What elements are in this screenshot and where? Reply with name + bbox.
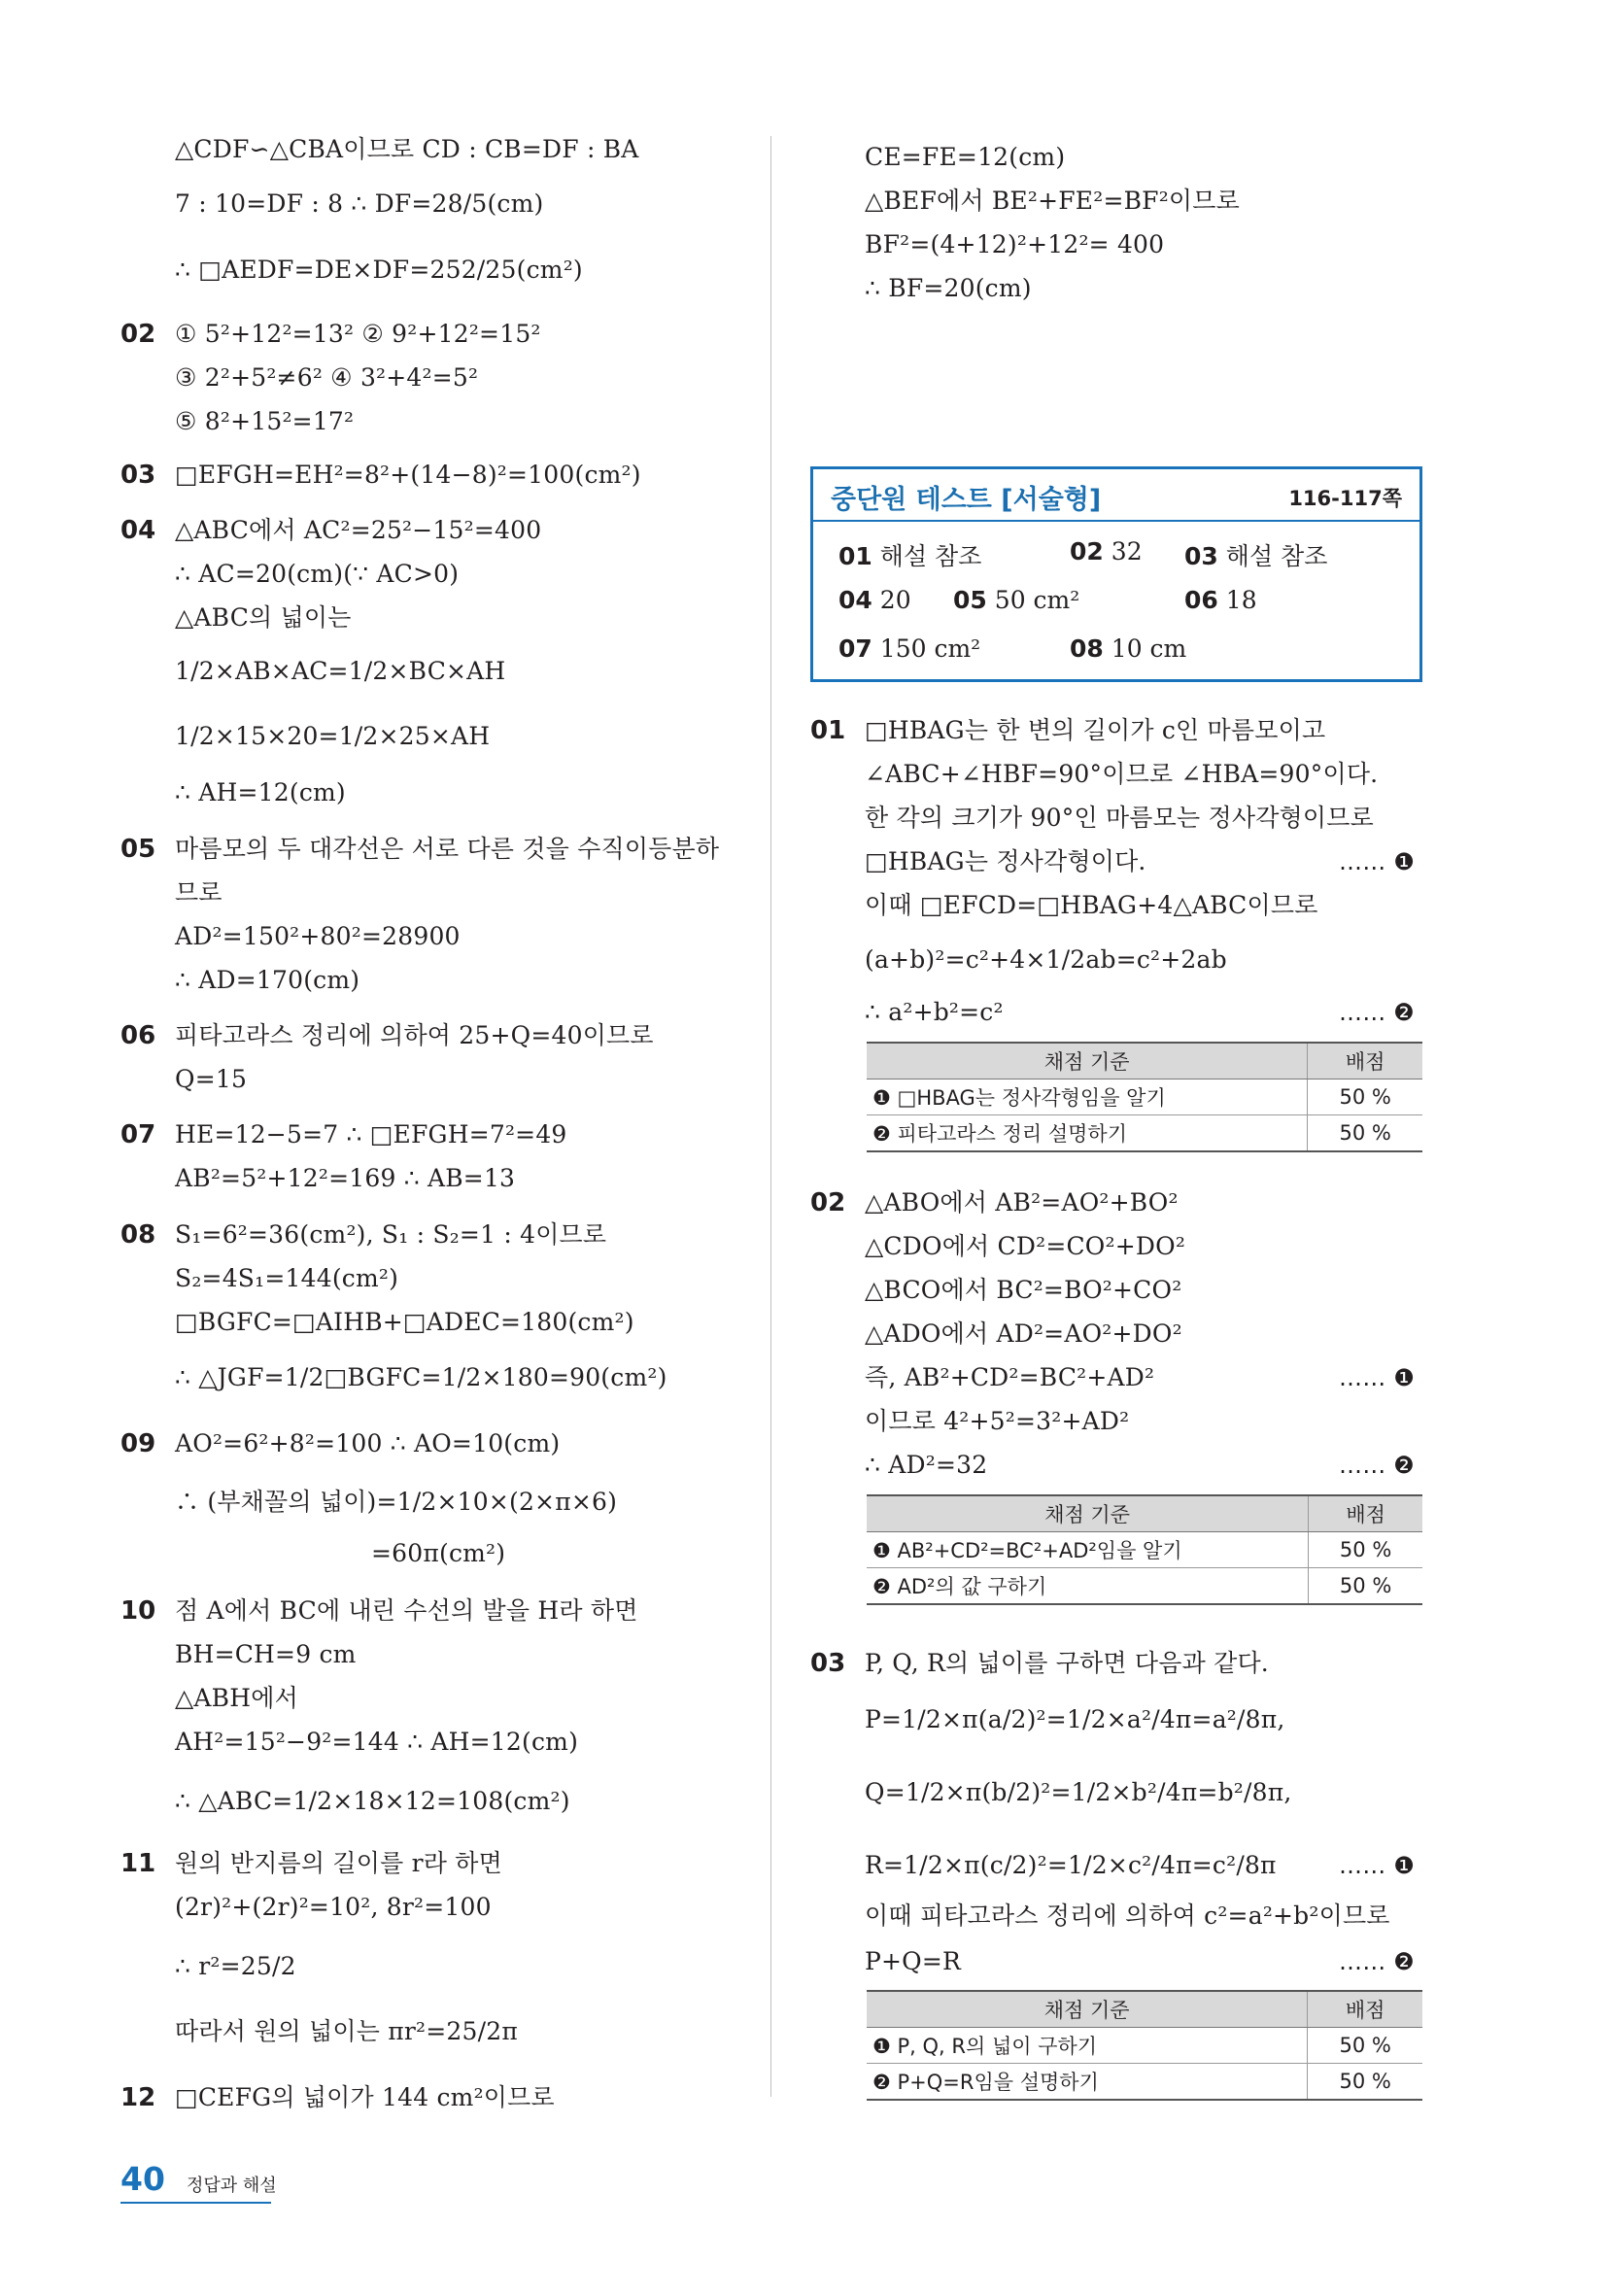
solution-line: ① 5²+12²=13² ② 9²+12²=15² bbox=[175, 320, 541, 348]
solution-line: ∴ a²+b²=c² bbox=[865, 998, 1004, 1026]
table-header: 배점 bbox=[1309, 1495, 1422, 1532]
solution-line: ∴ AH=12(cm) bbox=[175, 778, 346, 806]
solution-line: 므로 bbox=[175, 878, 222, 907]
step-marker: …… ❶ bbox=[1339, 1364, 1415, 1391]
solution-line: 7 : 10=DF : 8 ∴ DF=28/5(cm) bbox=[175, 189, 544, 218]
solution-line: 이때 피타고라스 정리에 의하여 c²=a²+b²이므로 bbox=[865, 1902, 1390, 1930]
problem-number: 02 bbox=[120, 320, 156, 349]
solution-line: 한 각의 크기가 90°인 마름모는 정사각형이므로 bbox=[865, 804, 1374, 832]
solution-line: ⑤ 8²+15²=17² bbox=[175, 407, 355, 435]
problem-number: 09 bbox=[120, 1429, 156, 1458]
solution-line: BF²=(4+12)²+12²= 400 bbox=[865, 230, 1165, 258]
solution-line: △ABO에서 AB²=AO²+BO² bbox=[865, 1188, 1179, 1217]
problem-number: 11 bbox=[120, 1849, 156, 1878]
solution-line: ∴ AD²=32 bbox=[865, 1451, 988, 1479]
solution-line: AO²=6²+8²=100 ∴ AO=10(cm) bbox=[175, 1429, 561, 1457]
answer-item: 02 32 bbox=[1070, 537, 1143, 565]
solution-line: ∴ □AEDF=DE×DF=252/25(cm²) bbox=[175, 256, 583, 284]
answer-item: 07 150 cm² bbox=[838, 634, 981, 663]
solution-line: 즉, AB²+CD²=BC²+AD² bbox=[865, 1363, 1155, 1391]
answer-summary-box bbox=[810, 466, 1422, 682]
solution-line: △CDF∽△CBA이므로 CD : CB=DF : BA bbox=[175, 135, 639, 163]
table-row: ❶ P, Q, R의 넓이 구하기 50 % bbox=[867, 2028, 1422, 2064]
solution-line: ∴ △ABC=1/2×18×12=108(cm²) bbox=[175, 1787, 570, 1815]
solution-line: △BCO에서 BC²=BO²+CO² bbox=[865, 1276, 1182, 1304]
answer-summary-title: 중단원 테스트 [서술형] bbox=[831, 485, 1102, 515]
solution-line: (2r)²+(2r)²=10², 8r²=100 bbox=[175, 1893, 492, 1921]
problem-number: 12 bbox=[120, 2083, 156, 2112]
solution-line: Q=15 bbox=[175, 1065, 248, 1093]
solution-line: S₂=4S₁=144(cm²) bbox=[175, 1264, 399, 1292]
solution-line: (a+b)²=c²+4×1/2ab=c²+2ab bbox=[865, 945, 1227, 974]
problem-number: 08 bbox=[120, 1220, 156, 1250]
problem-number: 03 bbox=[120, 461, 156, 490]
step-marker: …… ❶ bbox=[1339, 1852, 1415, 1879]
solution-line: 피타고라스 정리에 의하여 25+Q=40이므로 bbox=[175, 1021, 654, 1049]
solution-line: 점 A에서 BC에 내린 수선의 발을 H라 하면 bbox=[175, 1596, 638, 1625]
answer-item: 04 20 bbox=[838, 586, 911, 614]
solution-line: P+Q=R bbox=[865, 1947, 962, 1975]
answer-summary-header bbox=[813, 469, 1419, 522]
step-marker: …… ❶ bbox=[1339, 848, 1415, 875]
solution-line: △CDO에서 CD²=CO²+DO² bbox=[865, 1232, 1186, 1260]
answer-item: 01 해설 참조 bbox=[838, 542, 982, 570]
solution-line: △ADO에서 AD²=AO²+DO² bbox=[865, 1319, 1182, 1348]
solution-line: ∴ (부채꼴의 넓이)=1/2×10×(2×π×6) bbox=[175, 1488, 618, 1516]
table-row: ❷ 피타고라스 정리 설명하기 50 % bbox=[867, 1115, 1422, 1152]
problem-number: 10 bbox=[120, 1596, 156, 1626]
solution-line: CE=FE=12(cm) bbox=[865, 143, 1066, 171]
problem-number: 05 bbox=[120, 835, 156, 864]
page-number: 40 bbox=[120, 2160, 165, 2198]
answer-item: 06 18 bbox=[1184, 586, 1257, 614]
step-marker: …… ❷ bbox=[1339, 1948, 1415, 1975]
grading-table bbox=[867, 1990, 1422, 2101]
solution-line: ∴ AD=170(cm) bbox=[175, 966, 360, 994]
table-header: 채점 기준 bbox=[867, 1991, 1308, 2028]
solution-line: BH=CH=9 cm bbox=[175, 1640, 357, 1668]
solution-line: 이므로 4²+5²=3²+AD² bbox=[865, 1407, 1130, 1435]
solution-line: AB²=5²+12²=169 ∴ AB=13 bbox=[175, 1164, 516, 1192]
grading-table bbox=[867, 1042, 1422, 1152]
problem-number: 06 bbox=[120, 1021, 156, 1050]
solution-line: ∠ABC+∠HBF=90°이므로 ∠HBA=90°이다. bbox=[865, 760, 1379, 788]
solution-line: S₁=6²=36(cm²), S₁ : S₂=1 : 4이므로 bbox=[175, 1220, 607, 1249]
table-row: ❶ □HBAG는 정사각형임을 알기 50 % bbox=[867, 1079, 1422, 1115]
table-row: ❷ P+Q=R임을 설명하기 50 % bbox=[867, 2064, 1422, 2101]
solution-line: 1/2×15×20=1/2×25×AH bbox=[175, 722, 491, 750]
solution-line: ∴ AC=20(cm)(∵ AC>0) bbox=[175, 560, 460, 588]
table-row: ❷ AD²의 값 구하기 50 % bbox=[867, 1568, 1422, 1605]
problem-number: 04 bbox=[120, 516, 156, 545]
problem-number: 03 bbox=[810, 1649, 846, 1678]
table-header: 배점 bbox=[1308, 1043, 1422, 1079]
solution-line: □EFGH=EH²=8²+(14−8)²=100(cm²) bbox=[175, 461, 641, 489]
solution-line: ∴ △JGF=1/2□BGFC=1/2×180=90(cm²) bbox=[175, 1363, 667, 1391]
solution-line: =60π(cm²) bbox=[371, 1539, 506, 1567]
solution-line: ∴ r²=25/2 bbox=[175, 1952, 296, 1980]
table-row: ❶ AB²+CD²=BC²+AD²임을 알기 50 % bbox=[867, 1532, 1422, 1568]
answer-summary-pages: 116-117쪽 bbox=[1288, 487, 1402, 510]
solution-line: 마름모의 두 대각선은 서로 다른 것을 수직이등분하 bbox=[175, 835, 720, 863]
solution-line: □BGFC=□AIHB+□ADEC=180(cm²) bbox=[175, 1308, 634, 1336]
step-marker: …… ❷ bbox=[1339, 999, 1415, 1026]
solution-line: 이때 □EFCD=□HBAG+4△ABC이므로 bbox=[865, 891, 1318, 919]
column-divider bbox=[770, 136, 771, 2097]
table-header: 배점 bbox=[1308, 1991, 1422, 2028]
solution-line: △ABC에서 AC²=25²−15²=400 bbox=[175, 516, 542, 544]
answer-item: 05 50 cm² bbox=[953, 586, 1080, 614]
problem-number: 07 bbox=[120, 1120, 156, 1149]
problem-number: 02 bbox=[810, 1188, 846, 1217]
solution-line: 원의 반지름의 길이를 r라 하면 bbox=[175, 1849, 502, 1877]
solution-line: □HBAG는 정사각형이다. bbox=[865, 847, 1146, 875]
footer-rule bbox=[120, 2202, 271, 2204]
solution-line: R=1/2×π(c/2)²=1/2×c²/4π=c²/8π bbox=[865, 1851, 1277, 1879]
answer-item: 03 해설 참조 bbox=[1184, 542, 1328, 570]
solution-line: AH²=15²−9²=144 ∴ AH=12(cm) bbox=[175, 1728, 579, 1756]
solution-line: □CEFG의 넓이가 144 cm²이므로 bbox=[175, 2083, 555, 2111]
solution-line: □HBAG는 한 변의 길이가 c인 마름모이고 bbox=[865, 716, 1326, 744]
solution-line: △ABC의 넓이는 bbox=[175, 603, 352, 632]
step-marker: …… ❷ bbox=[1339, 1452, 1415, 1479]
footer-label: 정답과 해설 bbox=[187, 2176, 277, 2196]
table-header: 채점 기준 bbox=[867, 1495, 1309, 1532]
solution-line: P=1/2×π(a/2)²=1/2×a²/4π=a²/8π, bbox=[865, 1705, 1285, 1733]
answer-item: 08 10 cm bbox=[1070, 634, 1187, 663]
problem-number: 01 bbox=[810, 716, 846, 745]
solution-line: 1/2×AB×AC=1/2×BC×AH bbox=[175, 657, 506, 685]
solution-line: ∴ BF=20(cm) bbox=[865, 274, 1032, 302]
solution-line: 따라서 원의 넓이는 πr²=25/2π bbox=[175, 2017, 518, 2045]
solution-line: HE=12−5=7 ∴ □EFGH=7²=49 bbox=[175, 1120, 567, 1148]
solution-line: ③ 2²+5²≠6² ④ 3²+4²=5² bbox=[175, 363, 479, 392]
table-header: 채점 기준 bbox=[867, 1043, 1308, 1079]
solution-line: P, Q, R의 넓이를 구하면 다음과 같다. bbox=[865, 1649, 1269, 1677]
solution-line: AD²=150²+80²=28900 bbox=[175, 922, 461, 950]
solution-line: △ABH에서 bbox=[175, 1684, 298, 1712]
solution-line: Q=1/2×π(b/2)²=1/2×b²/4π=b²/8π, bbox=[865, 1778, 1292, 1806]
grading-table bbox=[867, 1494, 1422, 1605]
solution-line: △BEF에서 BE²+FE²=BF²이므로 bbox=[865, 187, 1240, 215]
